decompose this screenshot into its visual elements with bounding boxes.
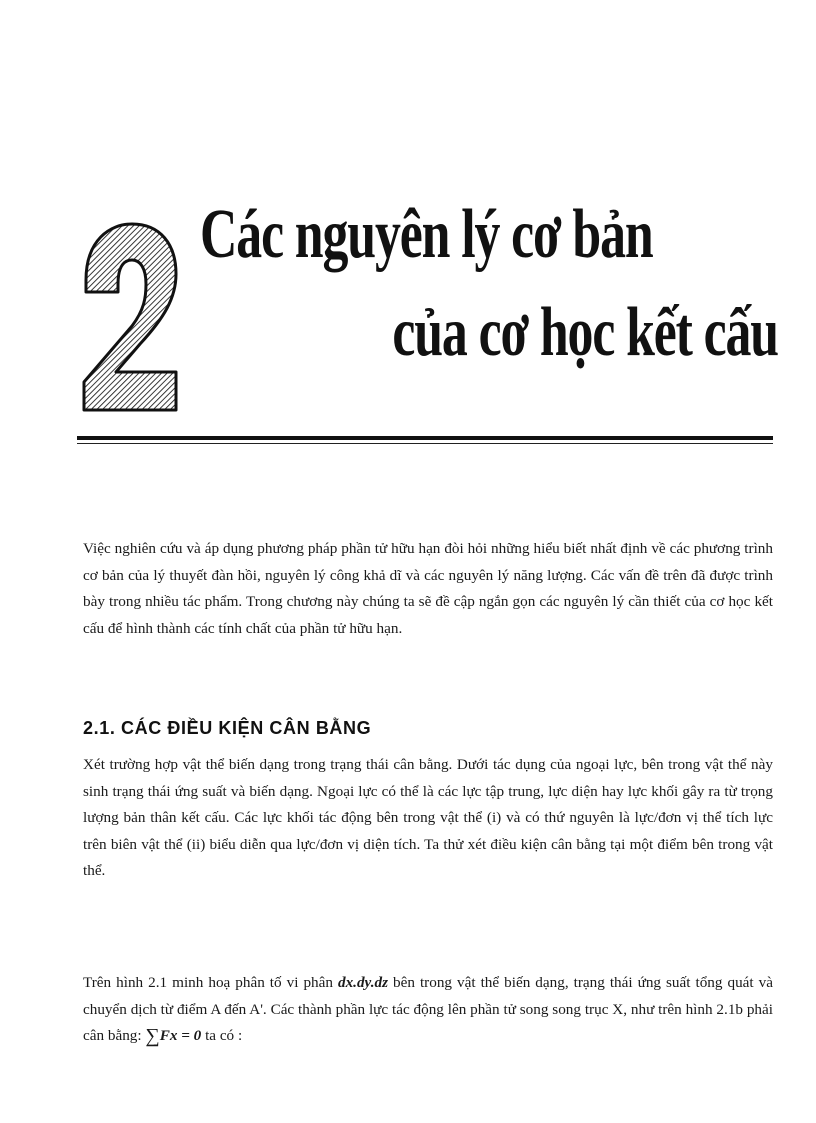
p2-text-end: ta có : [201,1027,243,1044]
sum-symbol: ∑ [145,1025,160,1047]
chapter-number-graphic [80,222,180,412]
p2-text-before: Trên hình 2.1 minh hoạ phân tố vi phân [83,974,338,991]
equilibrium-equation: Fx = 0 [159,1027,202,1044]
section-paragraph-2 [83,970,773,1050]
section-heading: 2.1. CÁC ĐIỀU KIỆN CÂN BẰNG [83,718,372,738]
chapter-title [200,186,778,382]
chapter-title-line-1: Các nguyên lý cơ bản [200,196,653,273]
differential-element: dx.dy.dz [337,974,389,991]
section-paragraph-1: Xét trường hợp vật thể biến dạng trong trạng thái cân bằng. Dưới tác dụng của ngoại lực, bên trong vật thể này sinh trạng thái ứng suất và biến dạng. Ngoại lực có thể là các lực tập trung, lực diện hay lực khối gây ra từ trọng lượng bản thân kết cấu. Các lực khối tác động bên trong vật thể (i) và có thứ nguyên là lực/đơn vị thể tích lực trên biên vật thể (ii) biểu diễn qua lực/đơn vị diện tích. Ta thử xét điều kiện cân bằng tại một điểm bên trong vật thể. [83,756,773,879]
chapter-title-line-2: của cơ học kết cấu [392,294,778,371]
intro-paragraph: Việc nghiên cứu và áp dụng phương pháp phần tử hữu hạn đòi hỏi những hiểu biết nhất định về các phương trình cơ bản của lý thuyết đàn hồi, nguyên lý công khả dĩ và các nguyên lý năng lượng. Các vấn đề trên đã được trình bày trong nhiều tác phẩm. Trong chương này chúng ta sẽ đề cập ngắn gọn các nguyên lý cần thiết của cơ học kết cấu để hình thành các tính chất của phần tử hữu hạn. [83,540,773,637]
title-rule-thick [77,436,773,440]
title-rule-thin [77,443,773,444]
p2-text-after: bên trong vật thể biến dạng, trạng thái ứng suất tổng quát và chuyển dịch từ điểm A đến A'. Các thành phần lực tác động lên phần tử song song trục X, như trên hình 2.1b phải cân bằng: [83,974,773,1044]
